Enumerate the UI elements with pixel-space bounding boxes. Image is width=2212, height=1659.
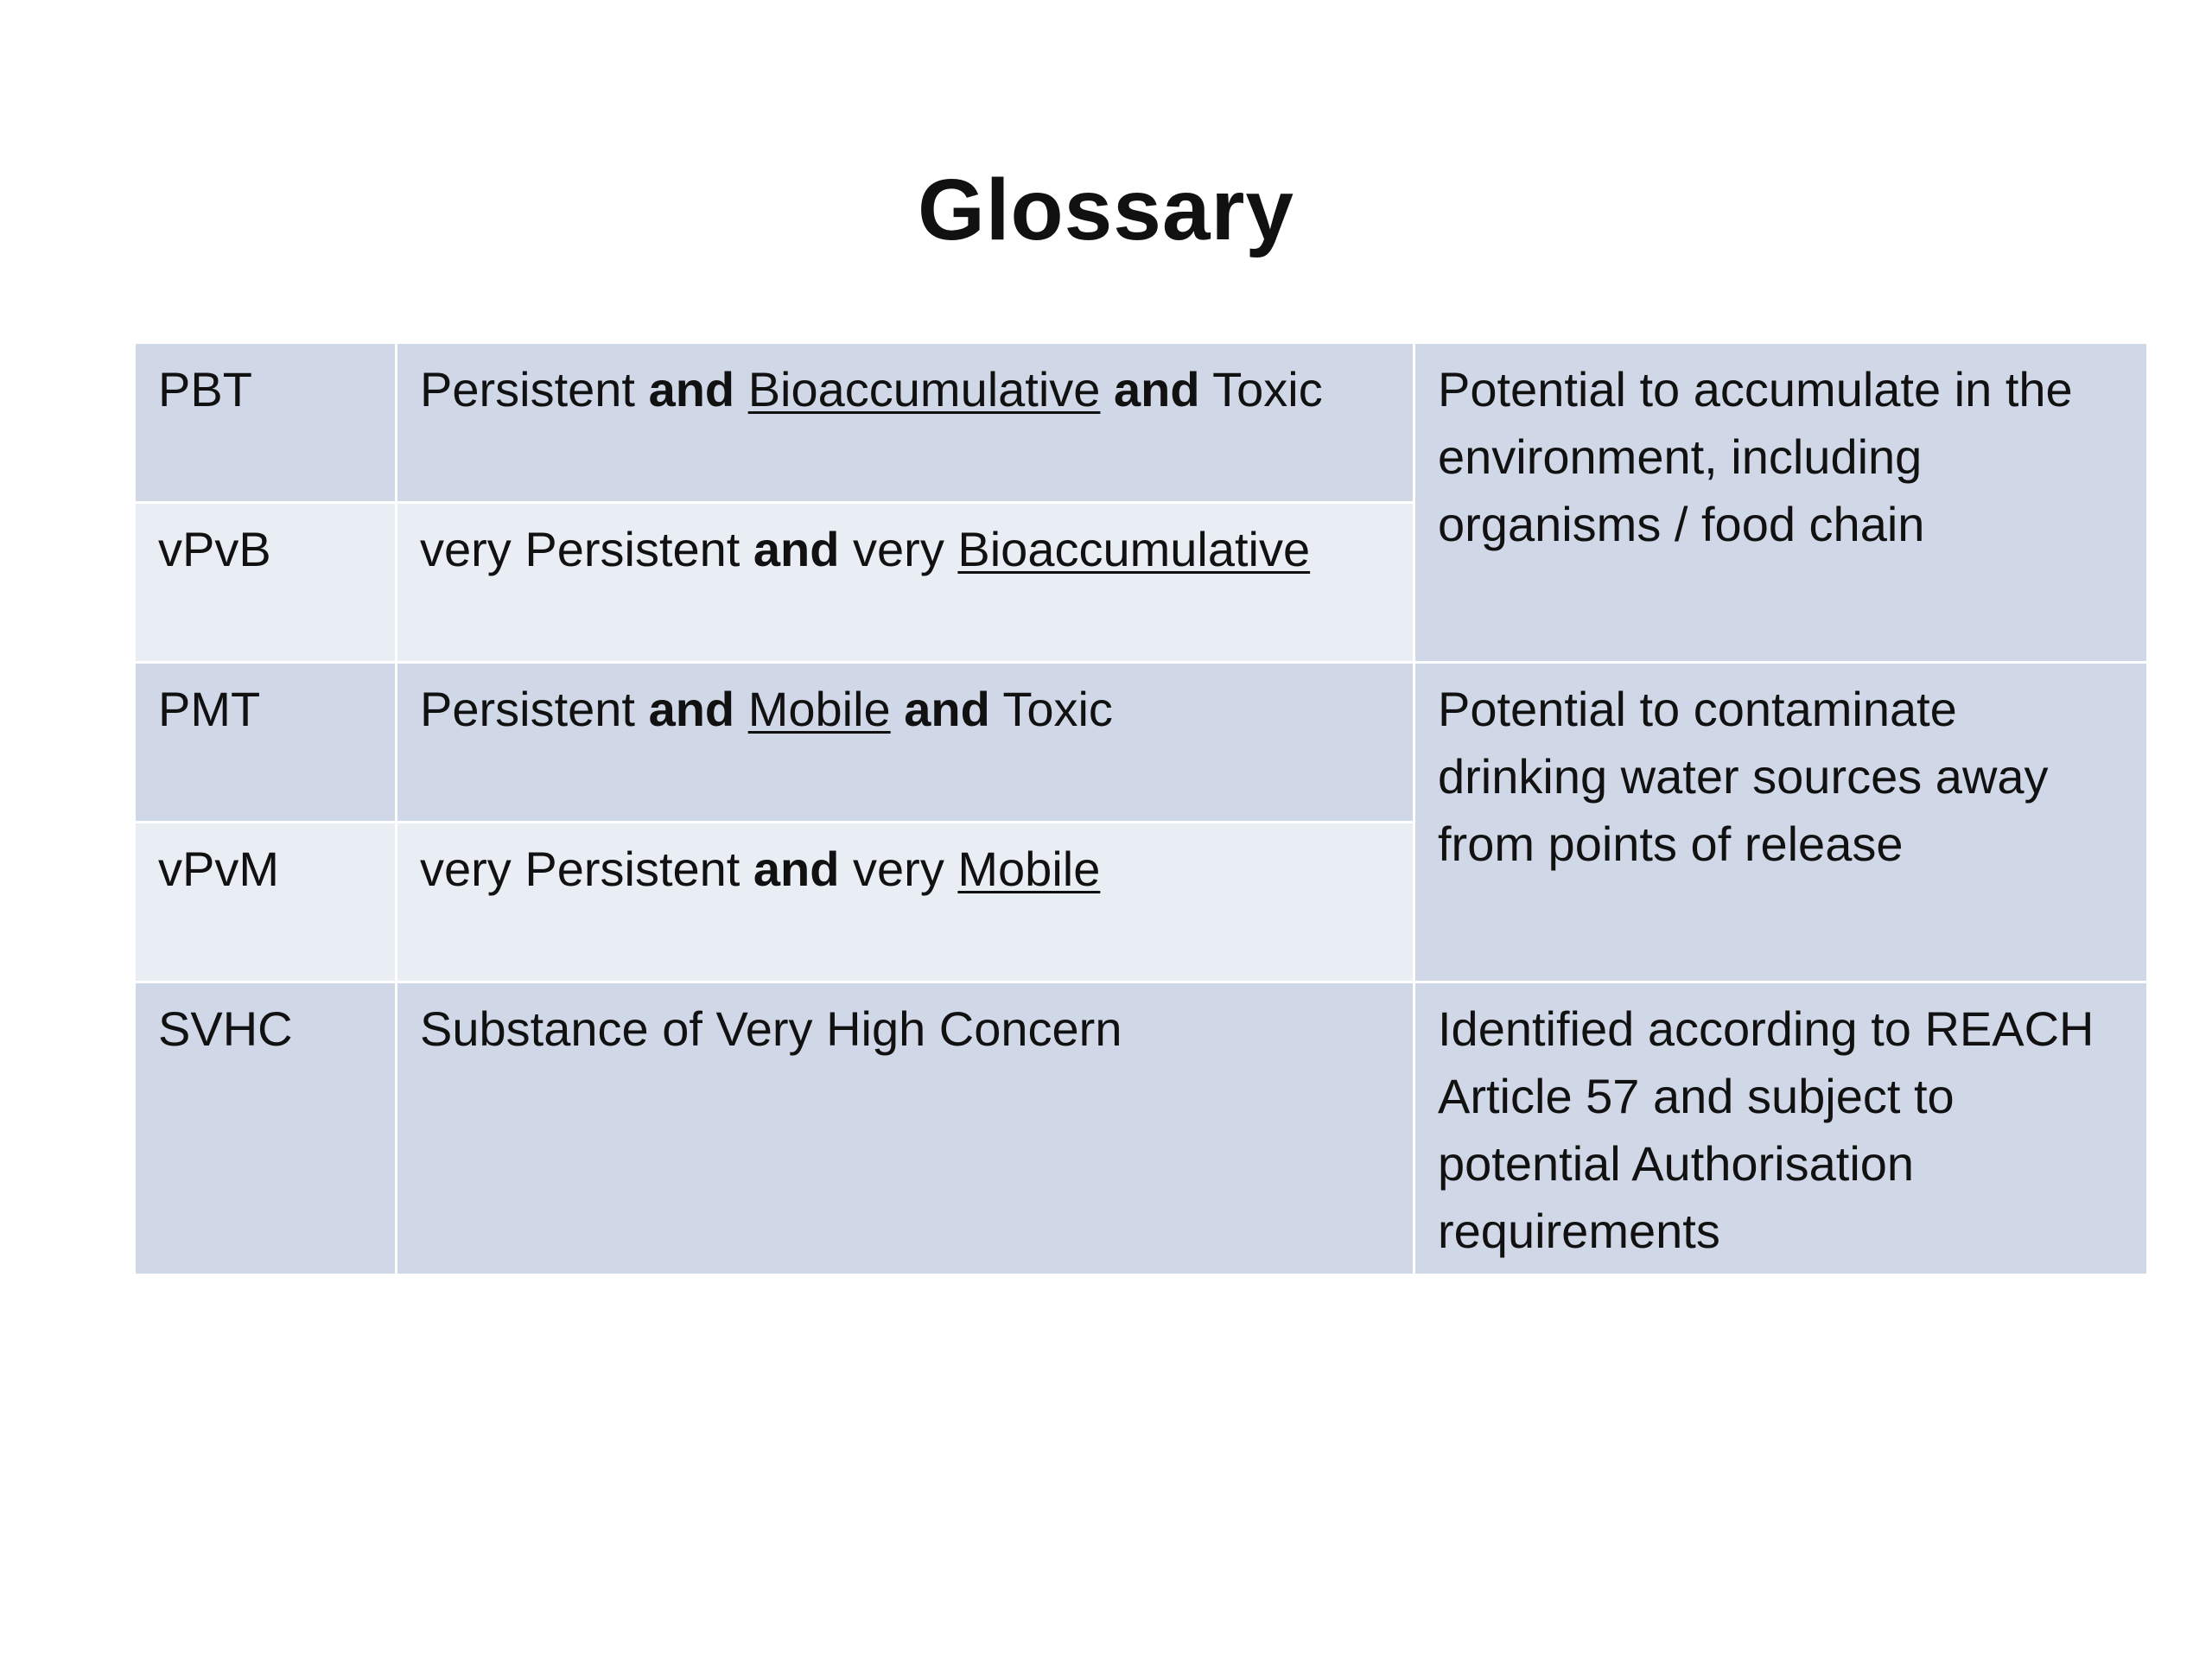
term-keyword: Mobile [747, 682, 891, 736]
term-connector: and [1114, 362, 1200, 416]
term-word: Substance of Very High Concern [420, 1001, 1122, 1056]
table-row [135, 343, 2148, 503]
term-word: Toxic [1002, 682, 1113, 736]
description-cell [1414, 663, 2148, 982]
term-connector: and [904, 682, 990, 736]
abbreviation-cell [135, 982, 397, 1275]
glossary-table [133, 341, 2149, 1276]
description-text: Potential to contaminate drinking water sources away from points of release [1438, 682, 2049, 871]
term-cell [397, 663, 1414, 823]
abbreviation-cell [135, 503, 397, 663]
abbreviation-cell [135, 823, 397, 982]
term-connector: and [648, 362, 735, 416]
abbreviation-pbt: PBT [158, 362, 252, 416]
term-word: Persistent [420, 362, 635, 416]
abbreviation-svhc: SVHC [158, 1001, 293, 1056]
table-row [135, 663, 2148, 823]
term-keyword: Mobile [957, 842, 1101, 896]
description-cell [1414, 343, 2148, 663]
abbreviation-cell [135, 343, 397, 503]
term-word: Toxic [1212, 362, 1323, 416]
term-cell [397, 343, 1414, 503]
abbreviation-cell [135, 663, 397, 823]
description-text: Potential to accumulate in the environment, including organisms / food chain [1438, 362, 2073, 551]
page-title: Glossary [917, 162, 1295, 258]
term-word: Persistent [420, 682, 635, 736]
term-word: very [853, 842, 944, 896]
term-cell [397, 982, 1414, 1275]
term-word: very Persistent [420, 522, 741, 576]
abbreviation-pmt: PMT [158, 682, 261, 736]
table-row [135, 982, 2148, 1275]
term-keyword: Bioaccumulative [957, 522, 1311, 576]
term-cell [397, 503, 1414, 663]
abbreviation-vpvm: vPvM [158, 842, 279, 896]
description-cell [1414, 982, 2148, 1275]
term-word: very [853, 522, 944, 576]
term-cell [397, 823, 1414, 982]
term-connector: and [648, 682, 735, 736]
abbreviation-vpvb: vPvB [158, 522, 271, 576]
term-keyword: Bioaccumulative [747, 362, 1101, 416]
description-text: Identified according to REACH Article 57 and subject to potential Authorisation requirements [1438, 1001, 2094, 1258]
term-connector: and [753, 842, 840, 896]
term-connector: and [753, 522, 840, 576]
term-word: very Persistent [420, 842, 741, 896]
